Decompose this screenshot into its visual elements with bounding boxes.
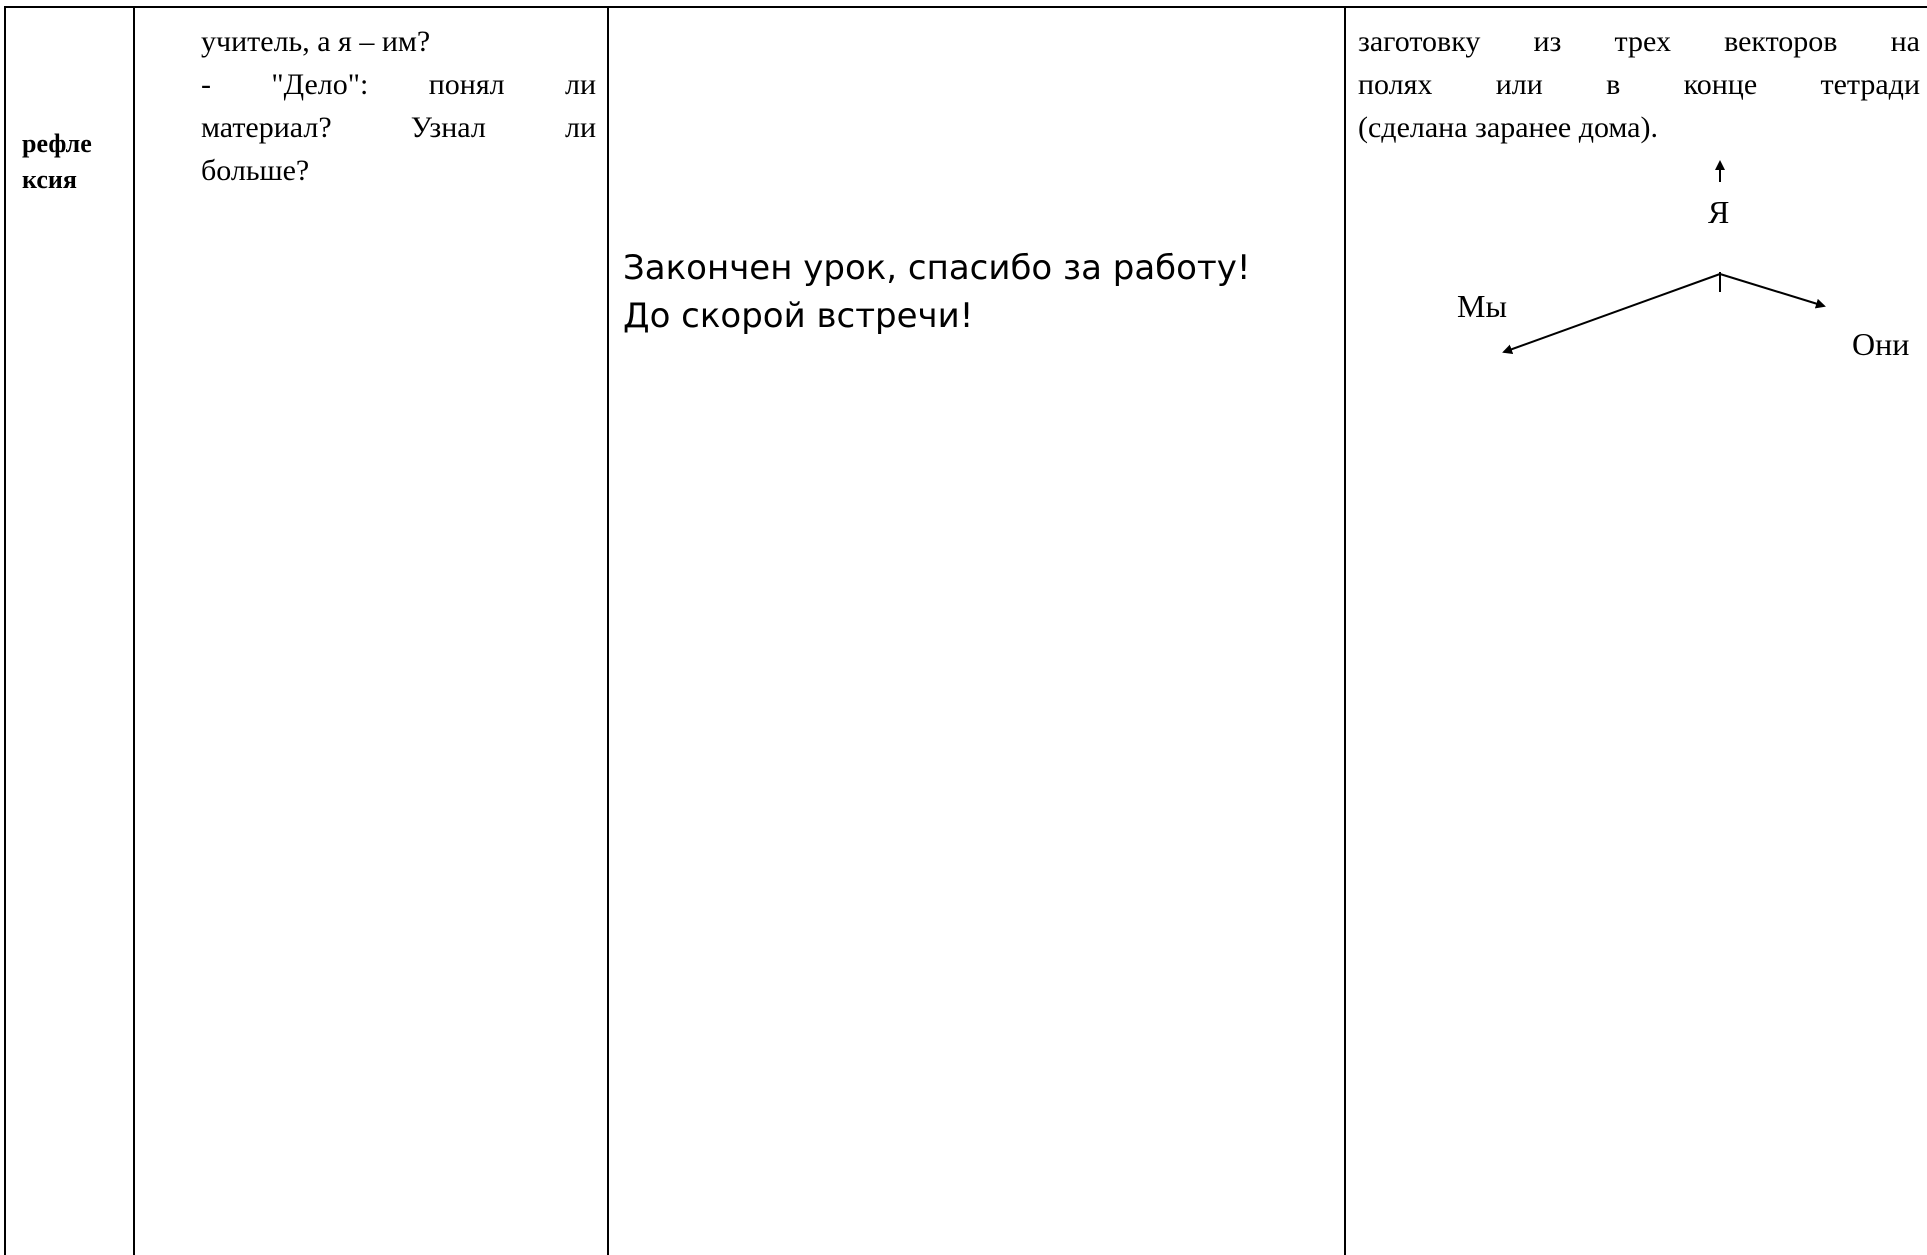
question-line: больше? [201, 154, 310, 187]
teacher-line: До скорой встречи! [623, 296, 974, 336]
student-line: (сделана заранее дома). [1358, 111, 1658, 144]
vector-label-we: Мы [1457, 288, 1507, 324]
student-line: полях или в конце тетради [1358, 68, 1920, 101]
teacher-cell [609, 8, 1344, 1255]
questions-text [201, 20, 596, 192]
vector-they-arrow [1720, 274, 1824, 306]
stage-label-line: ксия [22, 165, 77, 194]
stage-label-line: рефле [22, 129, 92, 158]
questions-cell [135, 8, 607, 1255]
question-line: материал? Узнал ли [201, 111, 597, 144]
question-line: учитель, а я – им? [201, 25, 431, 58]
vector-we-arrow [1504, 274, 1720, 352]
vector-label-i: Я [1708, 194, 1730, 230]
stage-label [22, 126, 92, 198]
teacher-line: Закончен урок, спасибо за работу! [623, 248, 1251, 288]
vector-label-they: Они [1852, 326, 1910, 362]
lesson-table [4, 6, 1927, 1255]
three-vectors-diagram [1346, 8, 1927, 408]
student-cell [1346, 8, 1927, 1255]
question-line: - "Дело": понял ли [201, 68, 597, 101]
student-line: заготовку из трех векторов на [1358, 25, 1920, 58]
teacher-text [623, 244, 1251, 340]
stage-cell [6, 8, 133, 1255]
